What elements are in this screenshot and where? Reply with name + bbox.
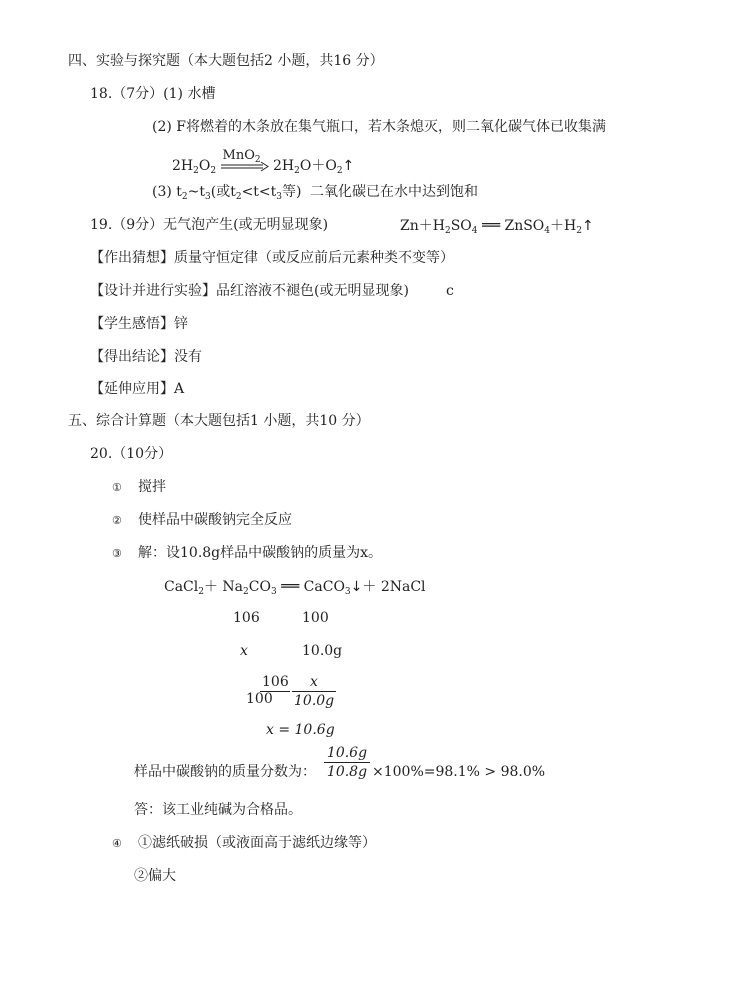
catalyst-label: MnO$_2$ bbox=[222, 148, 261, 165]
answer-text: 答：该工业纯碱为合格品。 bbox=[134, 802, 302, 818]
answer-text: 【作出猜想】质量守恒定律（或反应前后元素种类不变等） bbox=[90, 250, 454, 266]
answer-text: 【学生感悟】锌 bbox=[90, 316, 188, 332]
question-18 bbox=[90, 85, 215, 103]
section-heading: 五、综合计算题（本大题包括1 小题，共10 分） bbox=[68, 413, 370, 429]
gas-arrow-icon: ↑ bbox=[581, 218, 594, 234]
answer-text: ①滤纸破损（或液面高于滤纸边缘等） bbox=[138, 835, 376, 851]
answer-text: 二氧化碳已在水中达到饱和 bbox=[310, 184, 478, 200]
gas-arrow-icon: ↑ bbox=[342, 158, 355, 174]
fraction-denominator: 100 bbox=[246, 691, 273, 707]
unknown-variable: x bbox=[240, 643, 248, 659]
formula-part: O＋O bbox=[299, 158, 337, 174]
result: x = 10.6g bbox=[266, 722, 335, 738]
equals-sign: ══ bbox=[281, 577, 300, 595]
formula-part: 2H bbox=[172, 158, 194, 174]
answer-text: (3) $t_2\sim t_3$(或$t_2<t<t_3$等) bbox=[152, 184, 302, 202]
known-mass: 10.0g bbox=[302, 643, 343, 659]
fraction-left: 106 bbox=[262, 674, 289, 690]
chemical-equation: CaCl$_2$＋ $Na_2CO_3$ ══ CaCO$_3$↓＋ 2NaCl bbox=[164, 577, 426, 597]
formula-part: O bbox=[198, 158, 211, 174]
list-item bbox=[112, 478, 166, 497]
item-marker: ② bbox=[112, 514, 122, 527]
question-19 bbox=[90, 216, 328, 234]
molar-mass: 106 bbox=[233, 610, 260, 626]
answer-text: 使样品中碳酸钠完全反应 bbox=[138, 512, 292, 528]
mass-fraction: 10.6g 10.8g bbox=[324, 745, 370, 780]
answer-text: 【延伸应用】A bbox=[90, 381, 185, 397]
list-item bbox=[112, 834, 376, 853]
reaction-arrow bbox=[221, 148, 269, 175]
answer-text: c bbox=[446, 283, 454, 299]
item-marker: ③ bbox=[112, 547, 122, 560]
double-arrow-icon bbox=[221, 157, 269, 175]
answer-text: 【设计并进行实验】品红溶液不褪色(或无明显现象) bbox=[90, 283, 409, 299]
chemical-equation: $Zn+H_2SO_4$ ══ $ZnSO_4+H_2↑$ bbox=[400, 216, 594, 236]
list-item bbox=[112, 544, 382, 563]
section-heading: 四、实验与探究题（本大题包括2 小题，共16 分） bbox=[68, 53, 384, 69]
answer-text: 搅拌 bbox=[138, 479, 166, 495]
list-item bbox=[112, 511, 292, 530]
equals-sign: ══ bbox=[481, 216, 501, 234]
answer-text: 解：设10.8g样品中碳酸钠的质量为x。 bbox=[138, 545, 383, 561]
answer-text: 样品中碳酸钠的质量分数为： bbox=[134, 764, 316, 780]
subscript: 2 bbox=[294, 166, 300, 176]
item-marker: ④ bbox=[112, 837, 122, 850]
item-marker: ① bbox=[112, 481, 122, 494]
formula-part: 2H bbox=[272, 158, 295, 174]
question-label: 20.（10分） bbox=[90, 446, 173, 462]
answer-text: ②偏大 bbox=[134, 868, 176, 884]
answer-text: 无气泡产生(或无明显现象) bbox=[163, 217, 329, 233]
subscript: 2 bbox=[210, 166, 217, 176]
answer-text: (1) 水槽 bbox=[163, 86, 216, 102]
precipitate-arrow-icon: ↓ bbox=[350, 579, 363, 595]
molar-mass: 100 bbox=[302, 610, 329, 626]
fraction-right: x 10.0g bbox=[294, 674, 335, 709]
question-label: 18.（7分） bbox=[90, 86, 164, 102]
subscript: 2 bbox=[336, 166, 343, 176]
chemical-equation bbox=[172, 148, 355, 180]
answer-text: 【得出结论】没有 bbox=[90, 349, 202, 365]
question-label: 19.（9分） bbox=[90, 217, 164, 233]
answer-text: ×100%=98.1% > 98.0% bbox=[372, 764, 546, 780]
answer-text: (2) F将燃着的木条放在集气瓶口，若木条熄灭，则二氧化碳气体已收集满 bbox=[152, 119, 606, 135]
subscript: 2 bbox=[193, 166, 199, 176]
